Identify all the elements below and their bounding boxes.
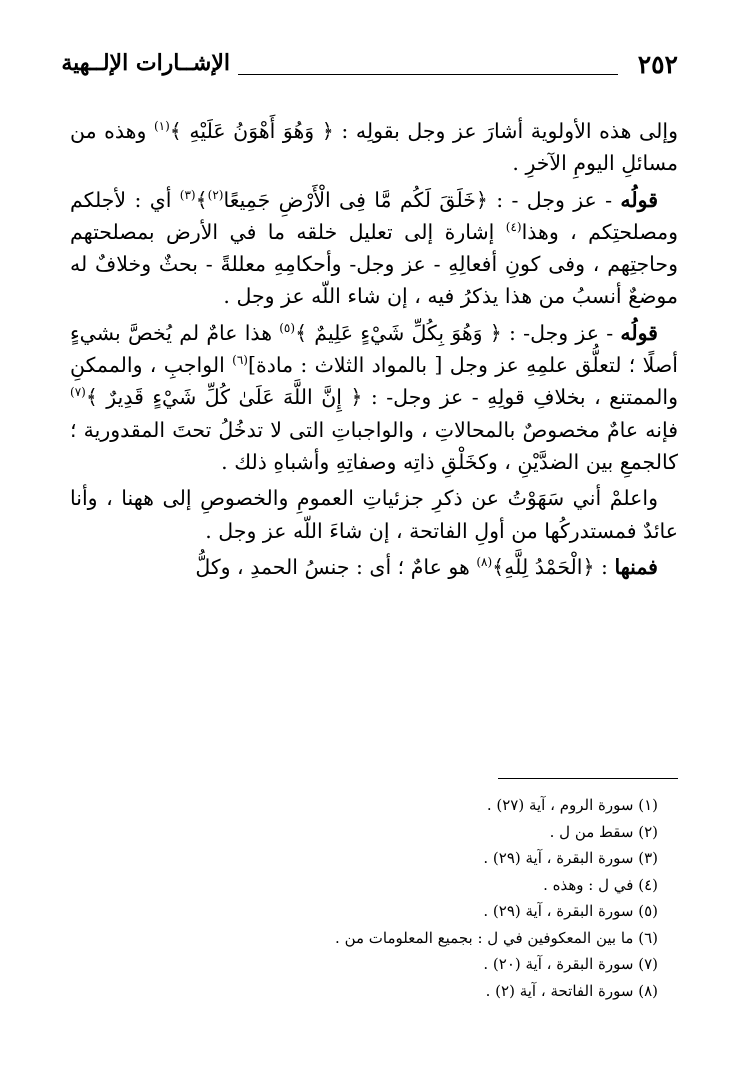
paragraph-5 <box>70 551 678 583</box>
running-title: الإشــارات الإلــهية <box>61 50 230 76</box>
footnote-ref: (٦) <box>232 353 248 368</box>
footnote: (١) سورة الروم ، آية (٢٧) . <box>486 796 658 814</box>
paragraph-4 <box>70 482 678 547</box>
book-page <box>61 40 678 1060</box>
footnote-ref: (٣) <box>179 187 196 202</box>
paragraph-text: هذا عامٌ لم يُخصَّ بشيءٍ أصلًا ؛ لتعلُّق علمِهِ عز وجل [ بالمواد الثلاث : مادة] <box>70 320 678 378</box>
lead-word: قولُه <box>620 320 658 345</box>
footnote-ref: (١) <box>153 119 170 134</box>
footnote-ref: (٥) <box>279 320 296 335</box>
paragraph-text: وإلى هذه الأولوية أشارَ عز وجل بقولِه : ﴿ وَهُوَ أَهْوَنُ عَلَيْهِ ﴾ <box>169 119 678 143</box>
paragraph-text: هو عامٌ ؛ أى : جنسُ الحمدِ ، وكلُّ <box>195 554 477 579</box>
paragraph-3 <box>70 317 678 478</box>
lead-word: فمنها <box>614 554 658 579</box>
footnote: (٧) سورة البقرة ، آية (٢٠) . <box>483 955 658 973</box>
page-header <box>61 48 678 88</box>
paragraph-text: وهذه من مسائلِ اليومِ الآخرِ . <box>70 119 678 176</box>
paragraph-text: أي : لأجلكم ومصلحتِكم ، وهذا <box>70 187 678 244</box>
footnote-separator <box>498 778 678 779</box>
footnote: (٢) سقط من ل . <box>549 822 658 841</box>
page-number: ٢٥٢ <box>637 50 678 79</box>
paragraph-text: - عز وجل- : ﴿ وَهُوَ بِكُلِّ شَيْءٍ عَلِيمٌ ﴾ <box>295 320 621 345</box>
paragraph-2 <box>70 184 678 313</box>
main-text <box>70 115 678 587</box>
paragraph-1 <box>70 115 678 180</box>
footnote-ref: (٧) <box>70 385 86 400</box>
footnote: (٣) سورة البقرة ، آية (٢٩) . <box>483 849 658 867</box>
footnote: (٨) سورة الفاتحة ، آية (٢) . <box>485 981 658 1000</box>
paragraph-text: : ﴿الْحَمْدُ لِلَّهِ﴾ <box>492 554 615 579</box>
paragraph-text: الواجبِ ، والممكنِ والممتنع ، بخلافِ قولِهِ - عز وجل- : ﴿ إِنَّ اللَّهَ عَلَىٰ كُلِّ شَيْءٍ قَدِيرٌ ﴾ <box>70 353 678 410</box>
paragraph-text: فإنه عامٌ مخصوصٌ بالمحالاتِ ، والواجباتِ التى لا تدخُلُ تحتَ المقدورية ؛ كالجمعِ بين الضدَّيْنِ ، وكخَلْقِ ذاتِه وصفاتِهِ وأشباهِ ذلك . <box>70 417 678 474</box>
footnote: (٥) سورة البقرة ، آية (٢٩) . <box>483 902 658 920</box>
paragraph-text: إشارة إلى تعليل خلقه ما في الأرض بمصلحتهم وحاجتِهم ، وفى كونِ أفعالِهِ - عز وجل- وأحكامِهِ معللةً - بحثٌ وخلافٌ له موضعٌ أنسبُ من هذا يذكرُ فيه ، إن شاء اللّه عز وجل . <box>70 219 678 309</box>
verse-close: ﴾ <box>195 187 208 212</box>
paragraph-text: - عز وجل - : ﴿خَلَقَ لَكُم مَّا فِى الْأَرْضِ جَمِيعًا <box>223 187 621 212</box>
header-rule <box>238 74 618 75</box>
paragraph-text: واعلمْ أني سَهَوْتُ عن ذكرِ جزئياتِ العمومِ والخصوصِ إلى ههنا ، وأنا عائدٌ فمستدركُها من أولِ الفاتحة ، إن شاءَ اللّه عز وجل . <box>70 486 678 543</box>
footnote-ref: (٤) <box>505 220 522 235</box>
lead-word: قولُه <box>620 187 659 212</box>
footnote-ref: (٨) <box>476 555 493 570</box>
footnotes <box>70 792 678 1004</box>
footnote: (٤) في ل : وهذه . <box>543 875 658 894</box>
footnote: (٦) ما بين المعكوفين في ل : بجميع المعلومات من . <box>335 928 658 947</box>
footnote-ref: (٢) <box>207 187 224 202</box>
